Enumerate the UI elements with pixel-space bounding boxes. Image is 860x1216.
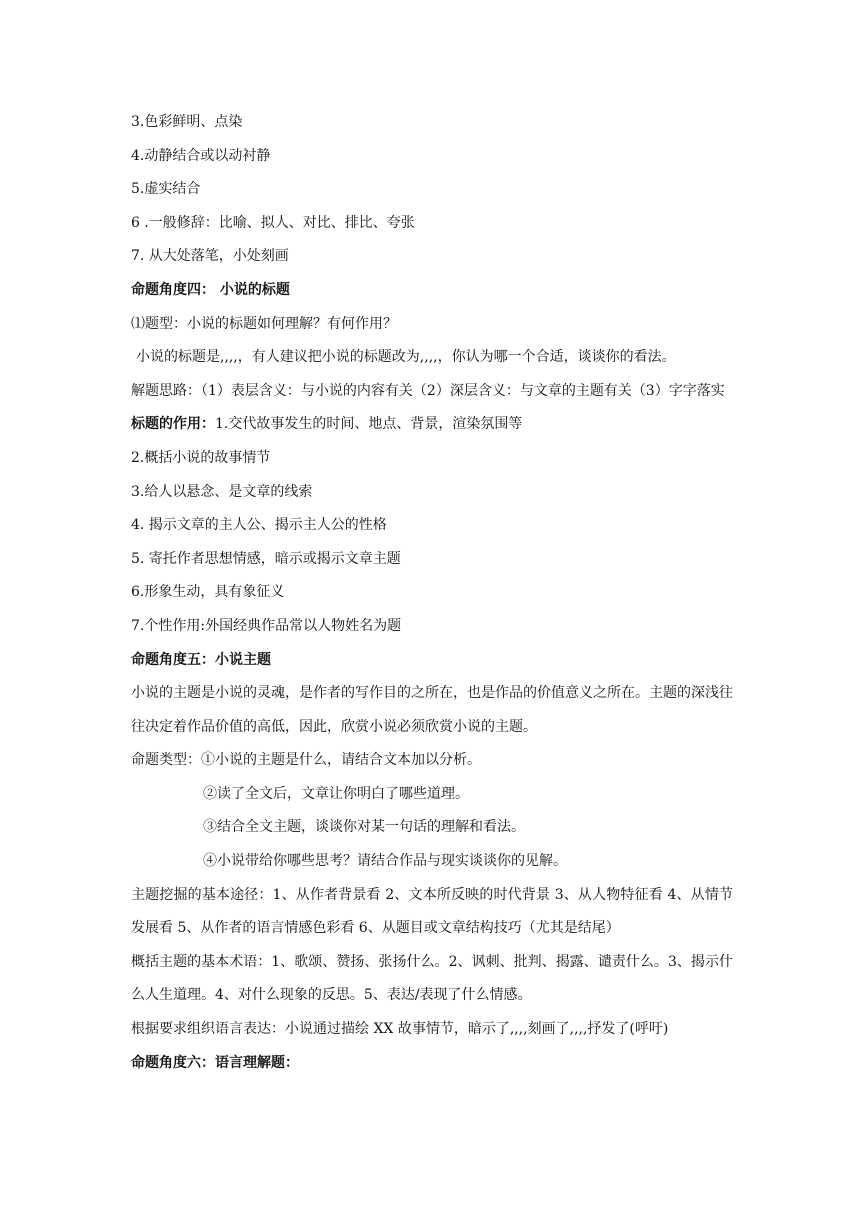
question-type-item: ④小说带给你哪些思考？请结合作品与现实谈谈你的见解。	[203, 853, 567, 870]
title-function-label: 标题的作用：	[131, 416, 215, 433]
document-body	[131, 106, 733, 1080]
theme-terms-paragraph: 概括主题的基本术语：1、歌颂、赞扬、张扬什么。2、讽刺、批判、揭露、谴责什么。3、揭示什么人生道理。4、对什么现象的反思。5、表达/表现了什么情感。	[131, 953, 733, 1004]
section-heading: 命题角度五：小说主题	[131, 651, 271, 668]
question-type-item: ③结合全文主题，谈谈你对某一句话的理解和看法。	[203, 819, 525, 836]
section-heading: 命题角度六：语言理解题：	[131, 1054, 299, 1071]
title-function-line	[131, 408, 733, 442]
function-item: 5. 寄托作者思想情感，暗示或揭示文章主题	[131, 550, 401, 567]
function-item: 3.给人以悬念、是文章的线索	[131, 483, 313, 500]
theme-expression-line: 根据要求组织语言表达：小说通过描绘 XX 故事情节，暗示了,,,,刻画了,,,,抒发了(呼吁)	[131, 1021, 669, 1038]
function-item: 7.个性作用:外国经典作品常以人物姓名为题	[131, 617, 402, 634]
function-item: 6.形象生动，具有象征义	[131, 584, 285, 601]
text-line: 7. 从大处落笔，小处刻画	[131, 248, 289, 265]
section-heading: 命题角度四： 小说的标题	[131, 281, 290, 298]
text-line: 6 .一般修辞：比喻、拟人、对比、排比、夸张	[131, 214, 415, 231]
question-type-item: ②读了全文后，文章让你明白了哪些道理。	[203, 785, 469, 802]
function-item: 2.概括小说的故事情节	[131, 449, 271, 466]
question-types-label: 命题类型：	[131, 752, 201, 769]
approach-paragraph: 解题思路：（1）表层含义：与小说的内容有关（2）深层含义：与文章的主题有关（3）字字落实	[131, 382, 725, 399]
function-item: 4. 揭示文章的主人公、揭示主人公的性格	[131, 517, 387, 534]
text-line: 3.色彩鲜明、点染	[131, 114, 243, 130]
theme-intro-paragraph: 小说的主题是小说的灵魂，是作者的写作目的之所在，也是作品的价值意义之所在。主题的深浅往往决定着作品价值的高低，因此，欣赏小说必须欣赏小说的主题。	[131, 685, 733, 735]
text-line: 4.动静结合或以动衬静	[131, 147, 271, 164]
question-type: ⑴题型：小说的标题如何理解？有何作用？	[131, 315, 397, 332]
question-types-line	[131, 744, 733, 778]
question-example: 小说的标题是,,,,，有人建议把小说的标题改为,,,,，你认为哪一个合适，谈谈你的看法。	[136, 349, 676, 366]
question-type-item: ①小说的主题是什么，请结合文本加以分析。	[201, 752, 481, 769]
theme-paths-paragraph: 主题挖掘的基本途径：1、从作者背景看 2、文本所反映的时代背景 3、从人物特征看 4、从情节发展看 5、从作者的语言情感色彩看 6、从题目或文章结构技巧（尤其是结尾）	[131, 886, 733, 937]
title-function-first: 1.交代故事发生的时间、地点、背景，渲染氛围等	[215, 416, 523, 433]
text-line: 5.虚实结合	[131, 181, 201, 198]
